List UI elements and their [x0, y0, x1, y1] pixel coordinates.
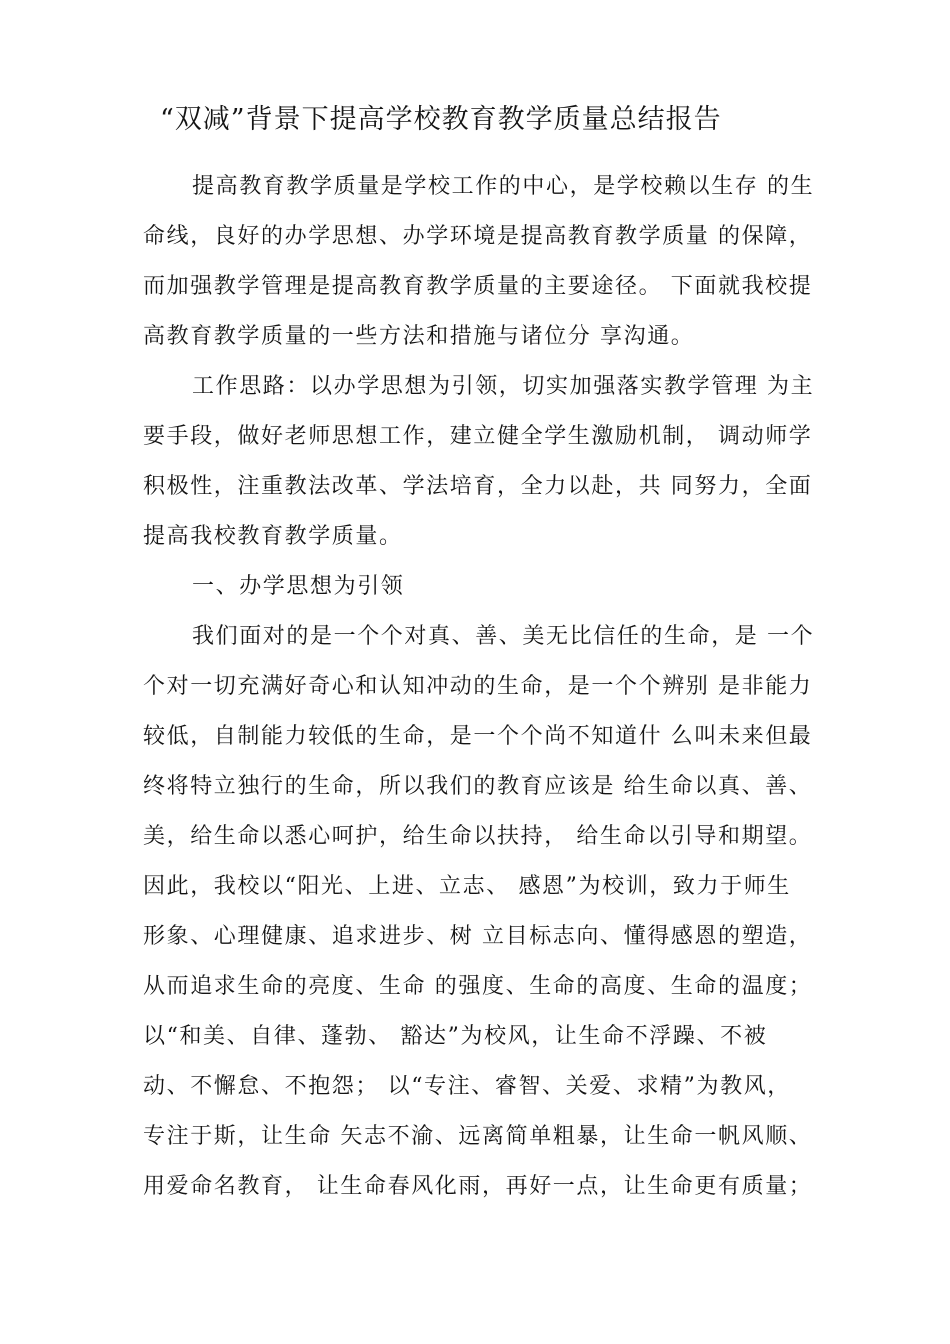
section-heading-1: 一、办学思想为引领: [192, 574, 405, 599]
paragraph-1-line-1: 提高教育教学质量是学校工作的中心，是学校赖以生存 的生: [192, 174, 815, 199]
paragraph-2-line-1: 工作思路：以办学思想为引领，切实加强落实教学管理 为主: [192, 374, 815, 399]
paragraph-3-line-10: 动、不懈怠、不抱怨； 以“专注、睿智、关爱、求精”为教风，: [143, 1074, 791, 1099]
document-title: “双减”背景下提高学校教育教学质量总结报告: [160, 104, 722, 135]
paragraph-2-line-2: 要手段，做好老师思想工作，建立健全学生激励机制， 调动师学: [143, 424, 813, 449]
paragraph-3-line-4: 终将特立独行的生命，所以我们的教育应该是 给生命以真、善、: [143, 774, 813, 799]
paragraph-3-line-7: 形象、心理健康、追求进步、树 立目标志向、懂得感恩的塑造，: [143, 924, 813, 949]
paragraph-2-line-3: 积极性，注重教法改革、学法培育，全力以赴，共 同努力，全面: [143, 474, 813, 499]
paragraph-3-line-1: 我们面对的是一个个对真、善、美无比信任的生命，是 一个: [192, 624, 815, 649]
paragraph-3-line-8: 从而追求生命的亮度、生命 的强度、生命的高度、生命的温度；: [143, 974, 813, 999]
paragraph-3-line-5: 美，给生命以悉心呵护，给生命以扶持， 给生命以引导和期望。: [143, 824, 813, 849]
paragraph-3-line-3: 较低，自制能力较低的生命，是一个个尚不知道什 么叫未来但最: [143, 724, 813, 749]
paragraph-3-line-11: 专注于斯，让生命 矢志不渝、远离简单粗暴，让生命一帆风顺、: [143, 1124, 813, 1149]
paragraph-1-line-2: 命线，良好的办学思想、办学环境是提高教育教学质量 的保障，: [143, 224, 813, 249]
paragraph-1-line-4: 高教育教学质量的一些方法和措施与诸位分 享沟通。: [143, 324, 695, 349]
paragraph-3-line-2: 个对一切充满好奇心和认知冲动的生命，是一个个辨别 是非能力: [143, 674, 813, 699]
paragraph-3-line-12: 用爱命名教育， 让生命春风化雨，再好一点，让生命更有质量；: [143, 1174, 813, 1199]
paragraph-3-line-9: 以“和美、自律、蓬勃、 豁达”为校风，让生命不浮躁、不被: [143, 1024, 768, 1049]
paragraph-3-line-6: 因此，我校以“阳光、上进、立志、 感恩”为校训，致力于师生: [143, 874, 791, 899]
paragraph-1-line-3: 而加强教学管理是提高教育教学质量的主要途径。 下面就我校提: [143, 274, 813, 299]
paragraph-2-line-4: 提高我校教育教学质量。: [143, 524, 403, 549]
